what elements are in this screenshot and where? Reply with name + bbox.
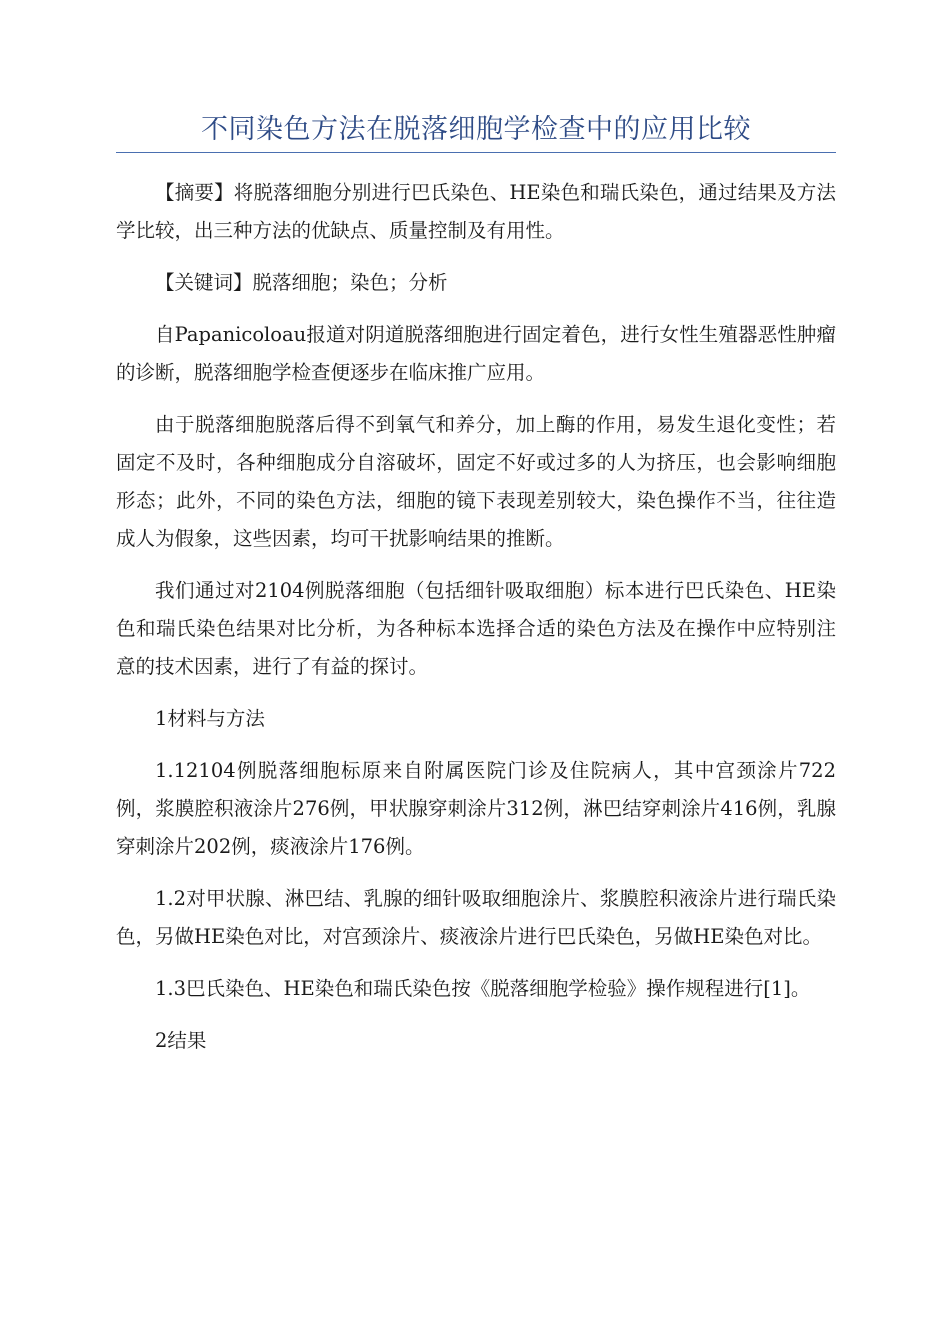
document-page: [116, 110, 836, 1074]
body-paragraph: 自Papanicoloau报道对阴道脱落细胞进行固定着色，进行女性生殖器恶性肿瘤的诊断，脱落细胞学检查便逐步在临床推广应用。: [116, 323, 836, 384]
body-paragraph: 1.2对甲状腺、淋巴结、乳腺的细针吸取细胞涂片、浆膜腔积液涂片进行瑞氏染色，另做HE染色对比，对宫颈涂片、痰液涂片进行巴氏染色，另做HE染色对比。: [116, 887, 836, 948]
body-paragraph: 1.12104例脱落细胞标原来自附属医院门诊及住院病人，其中宫颈涂片722例，浆膜腔积液涂片276例，甲状腺穿刺涂片312例，淋巴结穿刺涂片416例，乳腺穿刺涂片202例，痰液涂片176例。: [116, 759, 836, 858]
document-body: [116, 174, 836, 1060]
body-paragraph: 由于脱落细胞脱落后得不到氧气和养分，加上酶的作用，易发生退化变性；若固定不及时，各种细胞成分自溶破坏，固定不好或过多的人为挤压，也会影响细胞形态；此外，不同的染色方法，细胞的镜下表现差别较大，染色操作不当，往往造成人为假象，这些因素，均可干扰影响结果的推断。: [116, 413, 836, 550]
body-paragraph: 我们通过对2104例脱落细胞（包括细针吸取细胞）标本进行巴氏染色、HE染色和瑞氏染色结果对比分析，为各种标本选择合适的染色方法及在操作中应特别注意的技术因素，进行了有益的探讨。: [116, 579, 836, 678]
section-heading: 1材料与方法: [155, 707, 265, 730]
body-paragraph: 1.3巴氏染色、HE染色和瑞氏染色按《脱落细胞学检验》操作规程进行[1]。: [155, 977, 811, 1000]
keywords-paragraph: 【关键词】脱落细胞；染色；分析: [155, 271, 448, 294]
abstract-paragraph: 【摘要】将脱落细胞分别进行巴氏染色、HE染色和瑞氏染色，通过结果及方法学比较，出三种方法的优缺点、质量控制及有用性。: [116, 181, 836, 242]
document-title: 不同染色方法在脱落细胞学检查中的应用比较: [116, 110, 836, 153]
section-heading: 2结果: [155, 1029, 207, 1052]
